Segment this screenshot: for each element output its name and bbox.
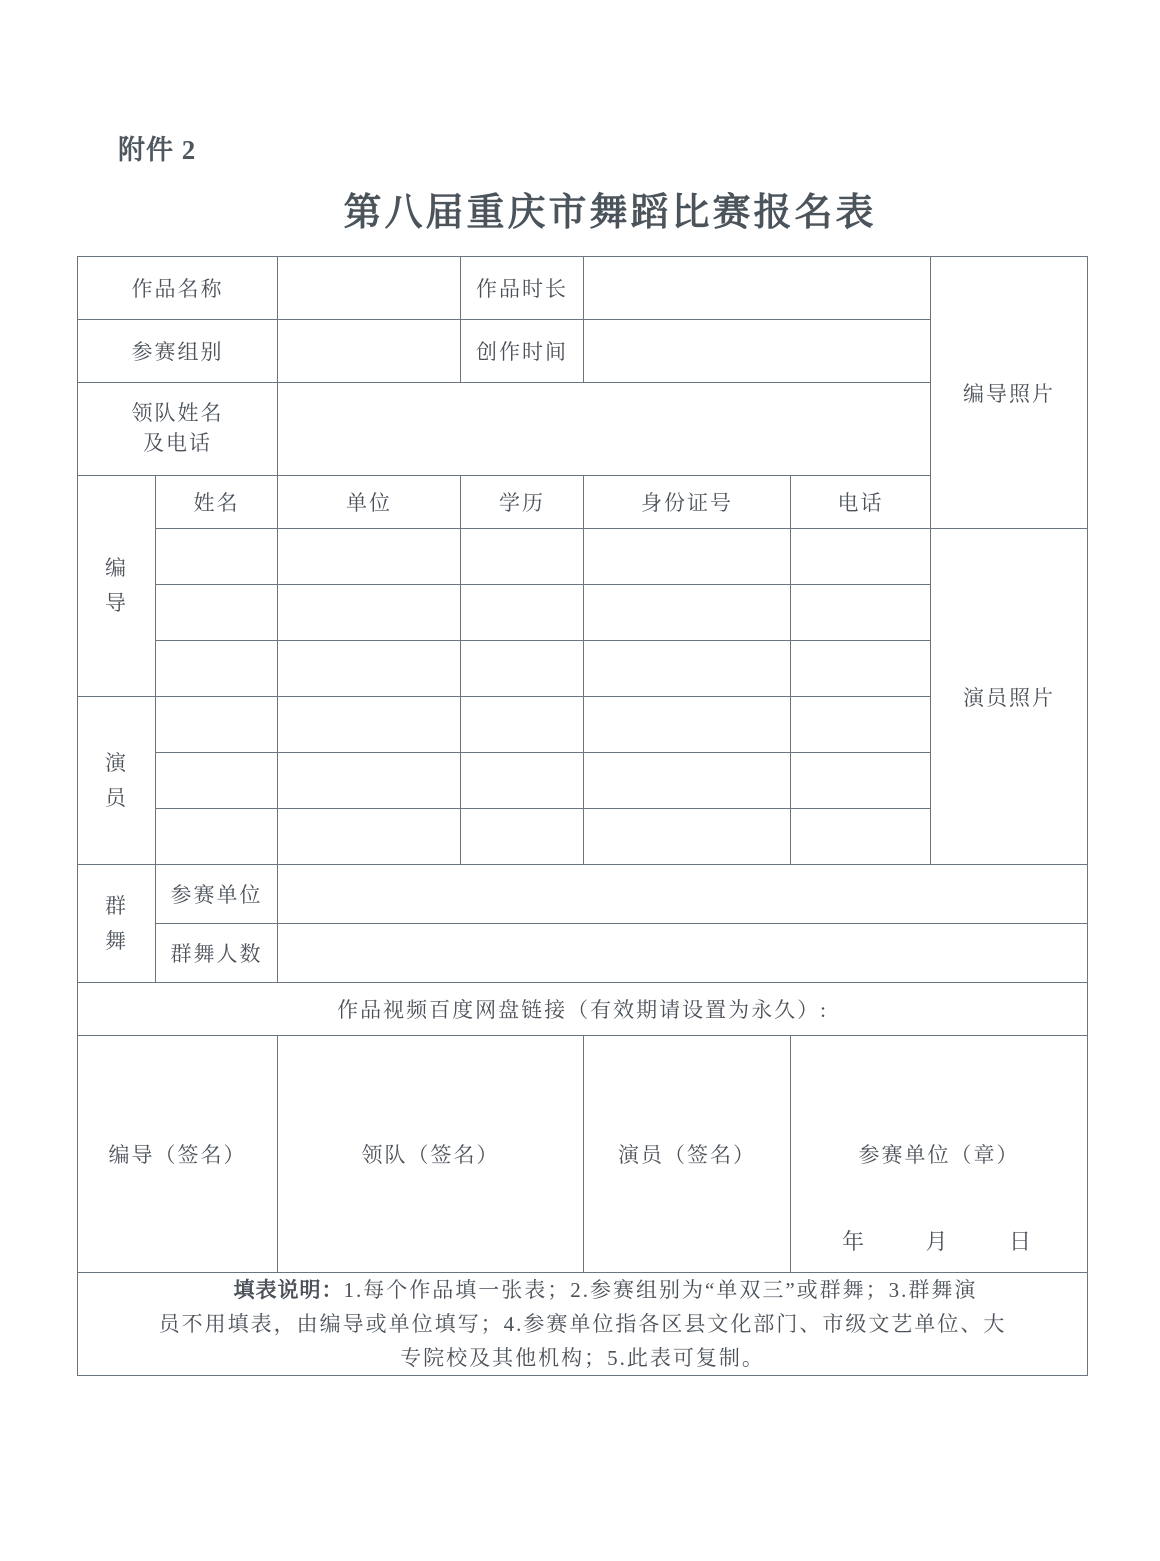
cell-director-2-education[interactable] — [461, 585, 584, 641]
cell-performer-1-unit[interactable] — [278, 697, 461, 753]
note-line-1: 1.每个作品填一张表；2.参赛组别为“单双三”或群舞；3.群舞演 — [343, 1278, 978, 1302]
signature-field-leader[interactable]: 领队（签名） — [278, 1036, 584, 1273]
input-group-unit[interactable] — [278, 865, 1088, 924]
input-work-name[interactable] — [278, 257, 461, 320]
signature-label-unit-seal: 参赛单位（章） — [858, 1143, 1020, 1167]
cell-director-2-id[interactable] — [584, 585, 791, 641]
cell-performer-3-phone[interactable] — [791, 809, 931, 865]
cell-director-1-education[interactable] — [461, 529, 584, 585]
cell-performer-2-name[interactable] — [156, 753, 278, 809]
label-video-link[interactable]: 作品视频百度网盘链接（有效期请设置为永久）: — [78, 983, 1088, 1036]
note-line-3: 专院校及其他机构；5.此表可复制。 — [400, 1346, 765, 1371]
cell-performer-3-education[interactable] — [461, 809, 584, 865]
column-header-name: 姓名 — [156, 476, 278, 529]
section-label-performer-char1: 演 — [105, 750, 128, 775]
page-title: 第八届重庆市舞蹈比赛报名表 — [343, 192, 877, 234]
cell-director-3-education[interactable] — [461, 641, 584, 697]
table-row — [78, 529, 1088, 585]
registration-form — [77, 256, 1087, 1376]
column-header-id-number: 身份证号 — [584, 476, 791, 529]
cell-performer-1-phone[interactable] — [791, 697, 931, 753]
note-paragraph-3 — [78, 1341, 1087, 1375]
table-row-group-unit — [78, 865, 1088, 924]
table-row-group-count — [78, 924, 1088, 983]
note-paragraph-2 — [78, 1307, 1087, 1341]
date-line — [816, 1225, 1059, 1256]
date-day-label: 日 — [1008, 1229, 1033, 1254]
input-group-count[interactable] — [278, 924, 1088, 983]
note-paragraph-1 — [78, 1273, 1087, 1307]
cell-director-1-id[interactable] — [584, 529, 791, 585]
cell-director-1-unit[interactable] — [278, 529, 461, 585]
label-work-duration: 作品时长 — [461, 257, 584, 320]
cell-director-3-phone[interactable] — [791, 641, 931, 697]
label-group-unit: 参赛单位 — [156, 865, 278, 924]
section-label-director-char2: 导 — [105, 591, 128, 615]
column-header-phone: 电话 — [791, 476, 931, 529]
cell-performer-2-id[interactable] — [584, 753, 791, 809]
note-line-2: 员不用填表，由编导或单位填写；4.参赛单位指各区县文化部门、市级文艺单位、大 — [158, 1312, 1007, 1337]
input-create-time[interactable] — [584, 320, 931, 383]
input-leader-contact[interactable] — [278, 383, 931, 476]
section-label-director — [78, 476, 156, 697]
cell-director-2-phone[interactable] — [791, 585, 931, 641]
label-leader-contact — [78, 383, 278, 476]
cell-performer-2-phone[interactable] — [791, 753, 931, 809]
table-row-note — [78, 1273, 1088, 1376]
cell-performer-2-unit[interactable] — [278, 753, 461, 809]
cell-performer-3-id[interactable] — [584, 809, 791, 865]
cell-performer-2-education[interactable] — [461, 753, 584, 809]
label-leader-line2: 及电话 — [143, 431, 212, 455]
table-row-work-name — [78, 257, 1088, 320]
section-label-group-dance-char2: 舞 — [105, 928, 128, 953]
date-month-label: 月 — [925, 1229, 950, 1254]
input-group-category[interactable] — [278, 320, 461, 383]
signature-field-unit-seal[interactable] — [791, 1036, 1088, 1273]
cell-director-3-id[interactable] — [584, 641, 791, 697]
column-header-education: 学历 — [461, 476, 584, 529]
cell-performer-3-name[interactable] — [156, 809, 278, 865]
table-row-video-link — [78, 983, 1088, 1036]
cell-director-2-name[interactable] — [156, 585, 278, 641]
cell-director-1-name[interactable] — [156, 529, 278, 585]
attachment-label: 附件 2 — [118, 135, 197, 165]
cell-performer-1-education[interactable] — [461, 697, 584, 753]
section-label-performer-char2: 员 — [105, 785, 128, 810]
cell-performer-1-name[interactable] — [156, 697, 278, 753]
section-label-director-char1: 编 — [105, 556, 128, 581]
form-table — [77, 256, 1088, 1376]
column-header-unit: 单位 — [278, 476, 461, 529]
note-heading: 填表说明： — [233, 1278, 344, 1302]
form-instructions — [78, 1273, 1088, 1376]
cell-performer-3-unit[interactable] — [278, 809, 461, 865]
photo-placeholder-director[interactable]: 编导照片 — [931, 257, 1088, 529]
label-create-time: 创作时间 — [461, 320, 584, 383]
cell-performer-1-id[interactable] — [584, 697, 791, 753]
section-label-performer — [78, 697, 156, 865]
photo-placeholder-performer[interactable]: 演员照片 — [931, 529, 1088, 865]
cell-director-3-name[interactable] — [156, 641, 278, 697]
input-work-duration[interactable] — [584, 257, 931, 320]
label-group-count: 群舞人数 — [156, 924, 278, 983]
cell-director-1-phone[interactable] — [791, 529, 931, 585]
label-work-name: 作品名称 — [78, 257, 278, 320]
date-year-label: 年 — [841, 1229, 866, 1254]
cell-director-2-unit[interactable] — [278, 585, 461, 641]
section-label-group-dance — [78, 865, 156, 983]
table-row-signatures — [78, 1036, 1088, 1273]
section-label-group-dance-char1: 群 — [105, 893, 128, 918]
cell-director-3-unit[interactable] — [278, 641, 461, 697]
label-leader-line1: 领队姓名 — [131, 401, 224, 426]
label-group-category: 参赛组别 — [78, 320, 278, 383]
signature-field-director[interactable]: 编导（签名） — [78, 1036, 278, 1273]
signature-field-performer[interactable]: 演员（签名） — [584, 1036, 791, 1273]
